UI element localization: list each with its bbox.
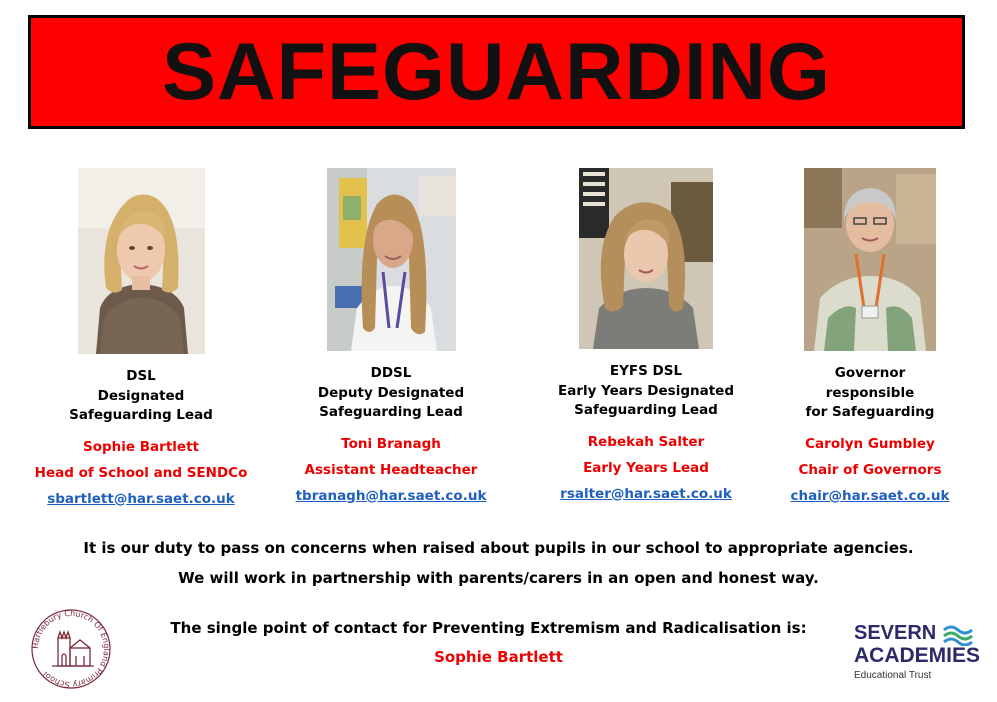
role-line: Governor xyxy=(834,365,906,381)
trust-name-line2: ACADEMIES xyxy=(854,644,981,667)
banner-title: SAFEGUARDING xyxy=(161,26,832,117)
photo-sophie-bartlett xyxy=(78,168,205,354)
email-link[interactable]: chair@har.saet.co.uk xyxy=(790,487,950,504)
role-line: Safeguarding Lead xyxy=(574,402,718,418)
person-card-dsl xyxy=(21,168,261,509)
prevent-contact-intro: The single point of contact for Preventing Extremism and Radicalisation is: xyxy=(170,619,807,637)
trust-name-line1: SEVERN xyxy=(854,622,937,644)
person-job-title: Head of School and SENDCo xyxy=(34,464,248,481)
role-line: for Safeguarding xyxy=(805,404,935,420)
role-line: Safeguarding Lead xyxy=(69,407,213,423)
person-name: Rebekah Salter xyxy=(587,433,705,450)
person-card-governor xyxy=(750,168,990,506)
svg-text:Hartlebury Church Of England P: Hartlebury Church Of England Primary School xyxy=(30,608,112,690)
email-link[interactable]: tbranagh@har.saet.co.uk xyxy=(295,487,487,504)
trust-name-line3: Educational Trust xyxy=(854,670,932,681)
photo-toni-branagh xyxy=(327,168,456,351)
role-line: responsible xyxy=(825,384,915,401)
role-line: Safeguarding Lead xyxy=(319,404,463,420)
role-line: EYFS DSL xyxy=(609,363,683,379)
role-line: Deputy Designated xyxy=(317,384,465,401)
role-line: DDSL xyxy=(370,365,412,381)
person-card-ddsl xyxy=(271,168,511,506)
email-link[interactable]: sbartlett@har.saet.co.uk xyxy=(47,490,235,507)
person-card-eyfs-dsl xyxy=(526,168,766,504)
person-name: Sophie Bartlett xyxy=(83,438,199,455)
photo-rebekah-salter xyxy=(579,168,713,349)
person-job-title: Chair of Governors xyxy=(798,461,942,478)
person-job-title: Early Years Lead xyxy=(583,459,709,476)
prevent-contact-name: Sophie Bartlett xyxy=(434,648,563,666)
person-job-title: Assistant Headteacher xyxy=(304,461,478,478)
severn-academies-logo xyxy=(854,622,979,688)
duty-statement: It is our duty to pass on concerns when raised about pupils in our school to appropriate agencies. xyxy=(83,539,914,557)
wave-icon xyxy=(942,624,974,646)
safeguarding-banner xyxy=(28,15,965,129)
school-crest-logo xyxy=(30,608,112,690)
email-link[interactable]: rsalter@har.saet.co.uk xyxy=(560,485,732,502)
person-name: Carolyn Gumbley xyxy=(805,435,935,452)
partnership-statement: We will work in partnership with parents/carers in an open and honest way. xyxy=(178,569,819,587)
person-name: Toni Branagh xyxy=(341,435,441,452)
photo-carolyn-gumbley xyxy=(804,168,936,351)
role-line: Early Years Designated xyxy=(558,382,734,399)
role-line: DSL xyxy=(126,368,156,384)
role-line: Designated xyxy=(97,387,185,404)
